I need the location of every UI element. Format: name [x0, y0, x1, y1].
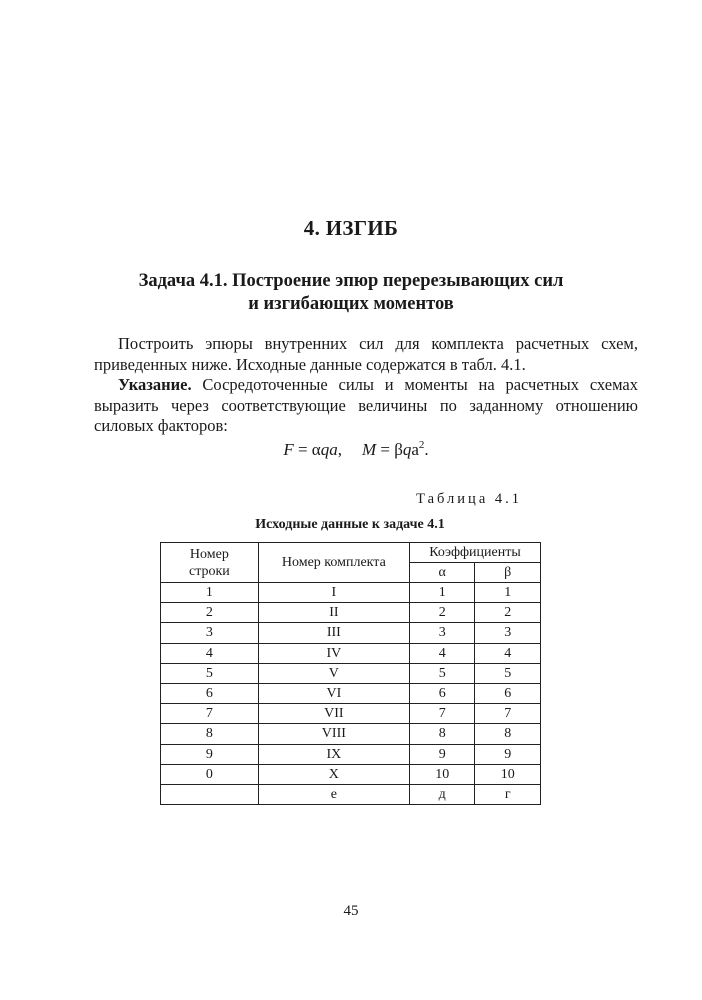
cell-alpha: д [409, 784, 475, 804]
cell-alpha: 3 [409, 623, 475, 643]
table-header-row [161, 543, 541, 563]
cell-alpha: 10 [409, 764, 475, 784]
cell-alpha: 9 [409, 744, 475, 764]
cell-alpha: 5 [409, 663, 475, 683]
data-table [160, 542, 541, 805]
cell-row: 7 [161, 704, 259, 724]
cell-row: 2 [161, 603, 259, 623]
cell-set: VI [258, 683, 409, 703]
cell-row: 5 [161, 663, 259, 683]
task-title-line2: и изгибающих моментов [248, 294, 454, 314]
cell-set: II [258, 603, 409, 623]
table-row [161, 603, 541, 623]
cell-set: V [258, 663, 409, 683]
cell-set: VII [258, 704, 409, 724]
formula-dot: . [424, 440, 429, 459]
cell-set: VIII [258, 724, 409, 744]
cell-row: 3 [161, 623, 259, 643]
cell-beta: 3 [475, 623, 541, 643]
formula-eq2: = β [376, 440, 403, 459]
table-row [161, 764, 541, 784]
header-row-number [161, 543, 259, 583]
formula-comma: , [337, 440, 342, 459]
table-row [161, 683, 541, 703]
cell-beta: 1 [475, 583, 541, 603]
header-coefficients: Коэффициенты [409, 543, 540, 563]
table-row [161, 724, 541, 744]
header-set-number: Номер комплекта [258, 543, 409, 583]
paragraph1-line2: приведенных ниже. Исходные данные содержатся в табл. 4.1. [94, 354, 526, 374]
table-row [161, 784, 541, 804]
header-beta: β [475, 563, 541, 583]
paragraph1-line1: Построить эпюры внутренних сил для комплекта расчетных схем, [118, 334, 638, 353]
table-label: Таблица 4.1 [416, 491, 522, 507]
chapter-title: 4. ИЗГИБ [303, 216, 399, 240]
formula-eq1: = α [293, 440, 321, 459]
cell-row: 4 [161, 643, 259, 663]
cell-beta: 4 [475, 643, 541, 663]
cell-alpha: 4 [409, 643, 475, 663]
cell-row: 1 [161, 583, 259, 603]
table-caption: Исходные данные к задаче 4.1 [255, 517, 445, 532]
cell-beta: г [475, 784, 541, 804]
cell-alpha: 6 [409, 683, 475, 703]
formula [0, 440, 702, 460]
paragraph2-line2: выразить через соответствующие величины по заданному отношению [94, 395, 638, 415]
paragraph2-line3: силовых факторов: [94, 416, 228, 435]
formula-q: q [402, 440, 412, 459]
cell-row [161, 784, 259, 804]
cell-set: X [258, 764, 409, 784]
header-alpha: α [409, 563, 475, 583]
cell-beta: 7 [475, 704, 541, 724]
cell-set: IV [258, 643, 409, 663]
page-number: 45 [343, 903, 359, 919]
cell-row: 0 [161, 764, 259, 784]
instruction-label: Указание. [118, 375, 192, 394]
formula-M: M [361, 440, 377, 459]
cell-set: е [258, 784, 409, 804]
paragraph2-line1 [94, 375, 638, 396]
table-row [161, 623, 541, 643]
header-row-number-l1: Номер [189, 546, 229, 562]
table-row [161, 744, 541, 764]
cell-row: 8 [161, 724, 259, 744]
table-row [161, 663, 541, 683]
formula-exponent: 2 [418, 439, 425, 451]
cell-beta: 8 [475, 724, 541, 744]
cell-beta: 2 [475, 603, 541, 623]
cell-row: 9 [161, 744, 259, 764]
cell-beta: 5 [475, 663, 541, 683]
cell-set: III [258, 623, 409, 643]
task-title [0, 270, 702, 316]
cell-alpha: 7 [409, 704, 475, 724]
table-row [161, 643, 541, 663]
body-text [94, 334, 638, 437]
cell-beta: 9 [475, 744, 541, 764]
table-row [161, 583, 541, 603]
task-title-line1: Задача 4.1. Построение эпюр перерезывающих сил [138, 271, 564, 291]
cell-alpha: 8 [409, 724, 475, 744]
cell-beta: 6 [475, 683, 541, 703]
header-row-number-l2: строки [188, 563, 230, 579]
cell-set: IX [258, 744, 409, 764]
paragraph2-line1-text: Сосредоточенные силы и моменты на расчетных схемах [191, 375, 638, 394]
formula-a: a [411, 440, 419, 459]
cell-row: 6 [161, 683, 259, 703]
formula-F: F [283, 440, 294, 459]
table-row [161, 704, 541, 724]
cell-alpha: 2 [409, 603, 475, 623]
cell-beta: 10 [475, 764, 541, 784]
cell-alpha: 1 [409, 583, 475, 603]
formula-qa: qa [320, 440, 338, 459]
cell-set: I [258, 583, 409, 603]
